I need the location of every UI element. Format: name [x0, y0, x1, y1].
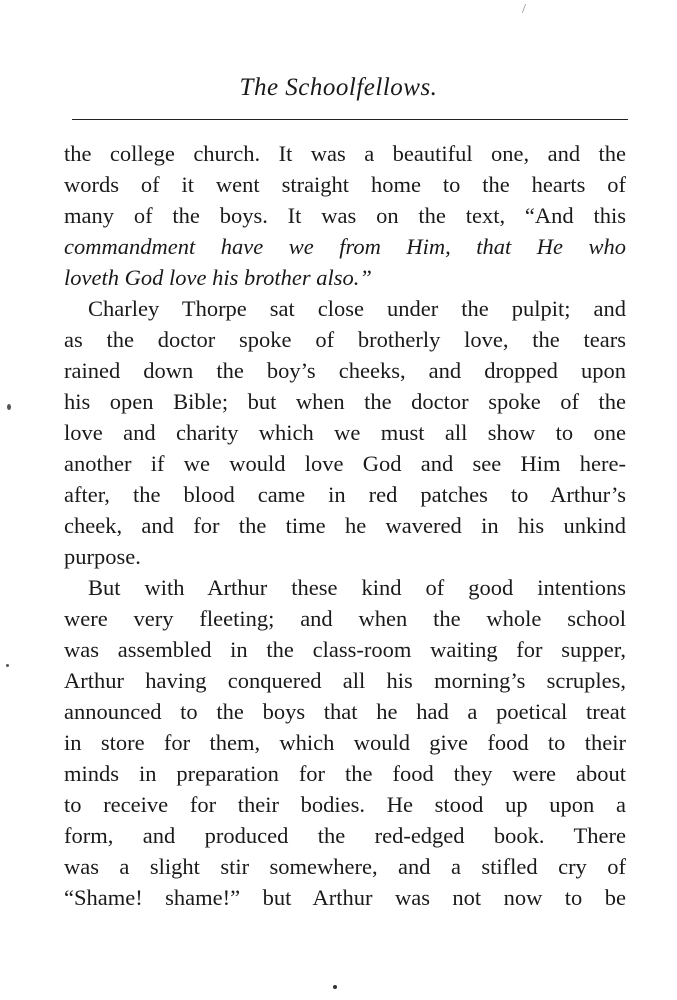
text-line: “Shame! shame!” but Arthur was not now to be: [64, 885, 626, 910]
text-line: rained down the boy’s cheeks, and dropped upon: [64, 358, 626, 383]
text-line: Charley Thorpe sat close under the pulpit; and: [88, 296, 626, 321]
text-line: his open Bible; but when the doctor spoke of the: [64, 389, 626, 414]
text-line: minds in preparation for the food they were about: [64, 761, 626, 786]
running-head: The Schoolfellows.: [239, 74, 438, 101]
text-line: purpose.: [64, 544, 141, 569]
header-rule: [72, 119, 628, 120]
text-line: announced to the boys that he had a poetical treat: [64, 699, 626, 724]
text-line-italic: loveth God love his brother also.”: [64, 265, 372, 290]
text-line: Arthur having conquered all his morning’s scruples,: [64, 668, 626, 693]
text-line: the college church. It was a beautiful one, and the: [64, 141, 626, 166]
text-line: were very fleeting; and when the whole school: [64, 606, 626, 631]
text-line: as the doctor spoke of brotherly love, the tears: [64, 327, 626, 352]
footer-dot: [333, 985, 337, 989]
text-line: was a slight stir somewhere, and a stifled cry of: [64, 854, 626, 879]
page-corner-mark: /: [522, 2, 526, 17]
text-line: words of it went straight home to the hearts of: [64, 172, 626, 197]
body-text: [64, 138, 626, 913]
text-line: in store for them, which would give food to their: [64, 730, 626, 755]
text-line: cheek, and for the time he wavered in his unkind: [64, 513, 626, 538]
text-line: form, and produced the red-edged book. There: [64, 823, 626, 848]
text-line: after, the blood came in red patches to Arthur’s: [64, 482, 626, 507]
margin-speck: [7, 404, 11, 410]
text-line: another if we would love God and see Him here-: [64, 451, 626, 476]
text-line: love and charity which we must all show to one: [64, 420, 626, 445]
text-line-italic: commandment have we from Him, that He who: [64, 234, 626, 259]
text-line: many of the boys. It was on the text, “And this: [64, 203, 626, 228]
margin-speck: [6, 664, 9, 667]
text-line: to receive for their bodies. He stood up upon a: [64, 792, 626, 817]
text-line: was assembled in the class-room waiting for supper,: [64, 637, 626, 662]
text-line: But with Arthur these kind of good intentions: [88, 575, 626, 600]
